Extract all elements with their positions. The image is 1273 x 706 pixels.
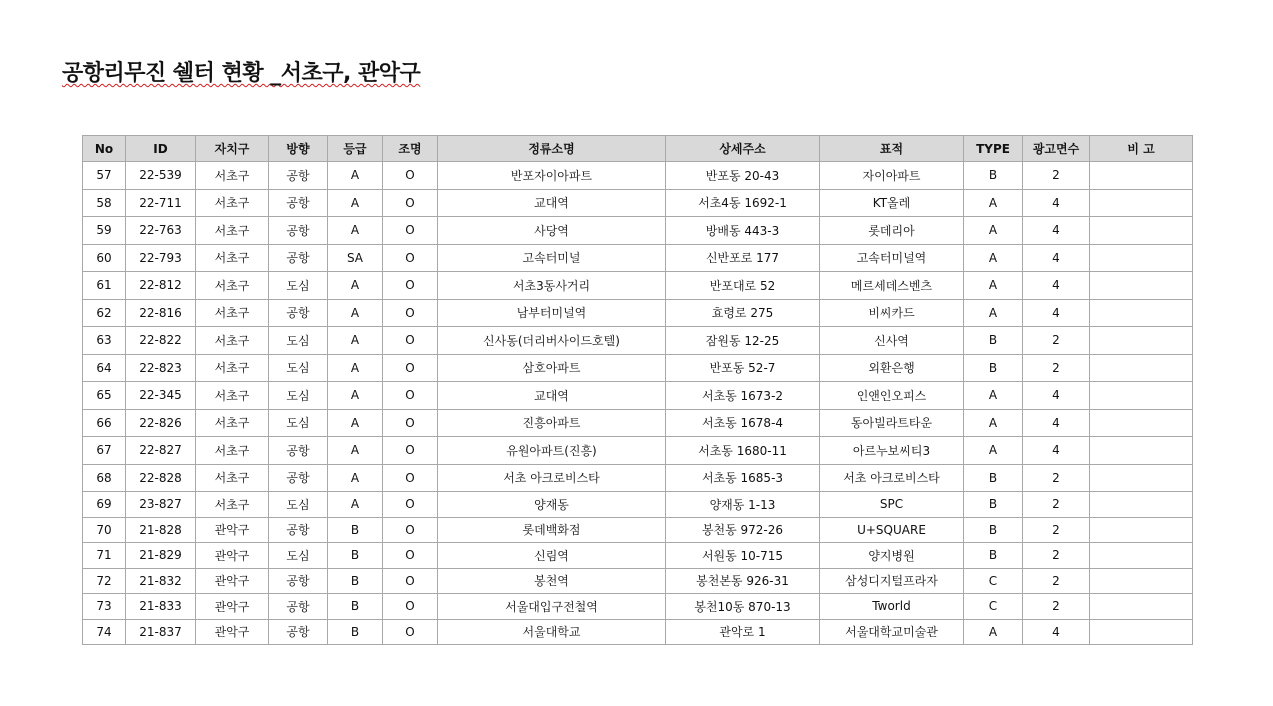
cell-col-landmark: 신사역 xyxy=(820,327,964,355)
header-col-grade: 등급 xyxy=(328,136,383,162)
cell-col-grade: A xyxy=(328,409,383,437)
cell-col-remarks xyxy=(1090,272,1193,300)
cell-col-district: 서초구 xyxy=(196,354,269,382)
cell-col-type: B xyxy=(964,327,1023,355)
cell-col-type: B xyxy=(964,492,1023,518)
cell-col-remarks xyxy=(1090,619,1193,645)
cell-col-type: B xyxy=(964,517,1023,543)
cell-col-type: A xyxy=(964,437,1023,465)
cell-col-ad-count: 2 xyxy=(1023,354,1090,382)
cell-col-district: 서초구 xyxy=(196,272,269,300)
cell-col-address: 서초동 1673-2 xyxy=(666,382,820,410)
title-text: 공항리무진 쉘터 현황 _서초구, 관악구 xyxy=(62,61,421,86)
cell-col-remarks xyxy=(1090,409,1193,437)
cell-col-no: 69 xyxy=(83,492,126,518)
cell-col-address: 서초동 1678-4 xyxy=(666,409,820,437)
cell-col-stop-name: 교대역 xyxy=(438,189,666,217)
cell-col-direction: 공항 xyxy=(269,299,328,327)
cell-col-no: 67 xyxy=(83,437,126,465)
cell-col-id: 22-823 xyxy=(126,354,196,382)
header-col-no: No xyxy=(83,136,126,162)
cell-col-address: 잠원동 12-25 xyxy=(666,327,820,355)
cell-col-direction: 공항 xyxy=(269,189,328,217)
cell-col-id: 22-822 xyxy=(126,327,196,355)
cell-col-id: 22-816 xyxy=(126,299,196,327)
cell-col-ad-count: 4 xyxy=(1023,217,1090,245)
cell-col-lighting: O xyxy=(383,162,438,190)
cell-col-id: 22-828 xyxy=(126,464,196,492)
cell-col-district: 서초구 xyxy=(196,217,269,245)
cell-col-id: 22-793 xyxy=(126,244,196,272)
cell-col-direction: 공항 xyxy=(269,437,328,465)
cell-col-lighting: O xyxy=(383,327,438,355)
table-row xyxy=(83,568,1193,594)
cell-col-lighting: O xyxy=(383,543,438,569)
cell-col-landmark: 롯데리아 xyxy=(820,217,964,245)
cell-col-lighting: O xyxy=(383,189,438,217)
cell-col-lighting: O xyxy=(383,409,438,437)
cell-col-landmark: 메르세데스벤츠 xyxy=(820,272,964,300)
cell-col-lighting: O xyxy=(383,299,438,327)
cell-col-stop-name: 봉천역 xyxy=(438,568,666,594)
cell-col-remarks xyxy=(1090,217,1193,245)
cell-col-ad-count: 4 xyxy=(1023,272,1090,300)
cell-col-landmark: 비씨카드 xyxy=(820,299,964,327)
cell-col-no: 59 xyxy=(83,217,126,245)
page-title xyxy=(62,56,420,87)
cell-col-remarks xyxy=(1090,354,1193,382)
header-col-id: ID xyxy=(126,136,196,162)
cell-col-id: 22-826 xyxy=(126,409,196,437)
cell-col-district: 관악구 xyxy=(196,517,269,543)
cell-col-grade: B xyxy=(328,568,383,594)
cell-col-direction: 공항 xyxy=(269,217,328,245)
table-row xyxy=(83,619,1193,645)
cell-col-stop-name: 고속터미널 xyxy=(438,244,666,272)
cell-col-grade: B xyxy=(328,517,383,543)
cell-col-id: 22-539 xyxy=(126,162,196,190)
cell-col-type: A xyxy=(964,382,1023,410)
cell-col-district: 서초구 xyxy=(196,327,269,355)
table-row xyxy=(83,517,1193,543)
table-body xyxy=(83,162,1193,645)
cell-col-direction: 도심 xyxy=(269,382,328,410)
cell-col-remarks xyxy=(1090,189,1193,217)
cell-col-address: 서초동 1680-11 xyxy=(666,437,820,465)
cell-col-stop-name: 서울대입구전철역 xyxy=(438,594,666,620)
cell-col-grade: A xyxy=(328,189,383,217)
cell-col-address: 봉천본동 926-31 xyxy=(666,568,820,594)
cell-col-type: B xyxy=(964,354,1023,382)
cell-col-remarks xyxy=(1090,594,1193,620)
cell-col-id: 23-827 xyxy=(126,492,196,518)
cell-col-grade: A xyxy=(328,217,383,245)
cell-col-district: 서초구 xyxy=(196,437,269,465)
table-row xyxy=(83,299,1193,327)
header-col-district: 자치구 xyxy=(196,136,269,162)
cell-col-address: 효령로 275 xyxy=(666,299,820,327)
cell-col-remarks xyxy=(1090,299,1193,327)
header-col-type: TYPE xyxy=(964,136,1023,162)
cell-col-no: 60 xyxy=(83,244,126,272)
cell-col-district: 서초구 xyxy=(196,382,269,410)
cell-col-address: 봉천동 972-26 xyxy=(666,517,820,543)
header-col-landmark: 표적 xyxy=(820,136,964,162)
cell-col-district: 서초구 xyxy=(196,189,269,217)
cell-col-landmark: 서초 아크로비스타 xyxy=(820,464,964,492)
header-col-address: 상세주소 xyxy=(666,136,820,162)
cell-col-stop-name: 신림역 xyxy=(438,543,666,569)
cell-col-lighting: O xyxy=(383,217,438,245)
cell-col-type: A xyxy=(964,299,1023,327)
cell-col-ad-count: 2 xyxy=(1023,162,1090,190)
cell-col-grade: A xyxy=(328,299,383,327)
cell-col-direction: 공항 xyxy=(269,244,328,272)
cell-col-ad-count: 2 xyxy=(1023,464,1090,492)
cell-col-stop-name: 유원아파트(진흥) xyxy=(438,437,666,465)
cell-col-type: A xyxy=(964,272,1023,300)
cell-col-no: 68 xyxy=(83,464,126,492)
header-col-direction: 방향 xyxy=(269,136,328,162)
cell-col-no: 63 xyxy=(83,327,126,355)
cell-col-grade: A xyxy=(328,327,383,355)
cell-col-no: 73 xyxy=(83,594,126,620)
cell-col-no: 62 xyxy=(83,299,126,327)
cell-col-lighting: O xyxy=(383,244,438,272)
cell-col-lighting: O xyxy=(383,492,438,518)
cell-col-ad-count: 4 xyxy=(1023,619,1090,645)
cell-col-grade: B xyxy=(328,543,383,569)
cell-col-district: 관악구 xyxy=(196,543,269,569)
cell-col-remarks xyxy=(1090,162,1193,190)
cell-col-ad-count: 4 xyxy=(1023,244,1090,272)
cell-col-landmark: 아르누보씨티3 xyxy=(820,437,964,465)
cell-col-direction: 도심 xyxy=(269,272,328,300)
cell-col-landmark: 외환은행 xyxy=(820,354,964,382)
header-col-ad-count: 광고면수 xyxy=(1023,136,1090,162)
cell-col-type: A xyxy=(964,409,1023,437)
cell-col-landmark: Tworld xyxy=(820,594,964,620)
header-col-stop-name: 정류소명 xyxy=(438,136,666,162)
cell-col-landmark: 양지병원 xyxy=(820,543,964,569)
table-row xyxy=(83,244,1193,272)
cell-col-type: A xyxy=(964,189,1023,217)
cell-col-stop-name: 양재동 xyxy=(438,492,666,518)
cell-col-district: 관악구 xyxy=(196,619,269,645)
cell-col-address: 반포동 20-43 xyxy=(666,162,820,190)
cell-col-remarks xyxy=(1090,244,1193,272)
cell-col-id: 21-833 xyxy=(126,594,196,620)
cell-col-landmark: SPC xyxy=(820,492,964,518)
cell-col-type: B xyxy=(964,543,1023,569)
header-col-lighting: 조명 xyxy=(383,136,438,162)
cell-col-no: 57 xyxy=(83,162,126,190)
cell-col-ad-count: 2 xyxy=(1023,492,1090,518)
cell-col-type: C xyxy=(964,568,1023,594)
cell-col-district: 서초구 xyxy=(196,244,269,272)
cell-col-ad-count: 2 xyxy=(1023,327,1090,355)
cell-col-lighting: O xyxy=(383,594,438,620)
cell-col-stop-name: 삼호아파트 xyxy=(438,354,666,382)
cell-col-type: C xyxy=(964,594,1023,620)
shelter-table xyxy=(82,135,1193,645)
cell-col-id: 22-827 xyxy=(126,437,196,465)
table-row xyxy=(83,189,1193,217)
cell-col-id: 22-812 xyxy=(126,272,196,300)
cell-col-id: 21-837 xyxy=(126,619,196,645)
table-row xyxy=(83,492,1193,518)
cell-col-ad-count: 2 xyxy=(1023,568,1090,594)
cell-col-no: 71 xyxy=(83,543,126,569)
cell-col-remarks xyxy=(1090,382,1193,410)
cell-col-address: 반포대로 52 xyxy=(666,272,820,300)
cell-col-stop-name: 사당역 xyxy=(438,217,666,245)
cell-col-remarks xyxy=(1090,327,1193,355)
cell-col-direction: 도심 xyxy=(269,409,328,437)
cell-col-direction: 공항 xyxy=(269,594,328,620)
cell-col-landmark: 동아빌라트타운 xyxy=(820,409,964,437)
table-row xyxy=(83,464,1193,492)
cell-col-landmark: KT올레 xyxy=(820,189,964,217)
header-col-remarks: 비 고 xyxy=(1090,136,1193,162)
cell-col-grade: B xyxy=(328,619,383,645)
cell-col-district: 서초구 xyxy=(196,162,269,190)
table-row xyxy=(83,594,1193,620)
cell-col-landmark: U+SQUARE xyxy=(820,517,964,543)
cell-col-landmark: 인앤인오피스 xyxy=(820,382,964,410)
table-row xyxy=(83,162,1193,190)
cell-col-direction: 공항 xyxy=(269,619,328,645)
cell-col-landmark: 삼성디지털프라자 xyxy=(820,568,964,594)
cell-col-type: A xyxy=(964,217,1023,245)
cell-col-remarks xyxy=(1090,568,1193,594)
table-row xyxy=(83,327,1193,355)
cell-col-type: A xyxy=(964,244,1023,272)
cell-col-stop-name: 신사동(더리버사이드호텔) xyxy=(438,327,666,355)
cell-col-direction: 공항 xyxy=(269,517,328,543)
cell-col-stop-name: 서초3동사거리 xyxy=(438,272,666,300)
cell-col-id: 21-828 xyxy=(126,517,196,543)
cell-col-lighting: O xyxy=(383,437,438,465)
cell-col-stop-name: 서초 아크로비스타 xyxy=(438,464,666,492)
cell-col-stop-name: 진흥아파트 xyxy=(438,409,666,437)
cell-col-ad-count: 4 xyxy=(1023,299,1090,327)
cell-col-type: B xyxy=(964,162,1023,190)
cell-col-ad-count: 4 xyxy=(1023,189,1090,217)
cell-col-district: 관악구 xyxy=(196,568,269,594)
cell-col-direction: 공항 xyxy=(269,162,328,190)
table-row xyxy=(83,409,1193,437)
header-row xyxy=(83,136,1193,162)
cell-col-remarks xyxy=(1090,517,1193,543)
cell-col-id: 21-829 xyxy=(126,543,196,569)
cell-col-type: B xyxy=(964,464,1023,492)
cell-col-grade: A xyxy=(328,382,383,410)
cell-col-no: 66 xyxy=(83,409,126,437)
cell-col-ad-count: 4 xyxy=(1023,437,1090,465)
cell-col-no: 74 xyxy=(83,619,126,645)
cell-col-no: 61 xyxy=(83,272,126,300)
cell-col-grade: A xyxy=(328,464,383,492)
cell-col-lighting: O xyxy=(383,517,438,543)
cell-col-ad-count: 2 xyxy=(1023,594,1090,620)
cell-col-stop-name: 남부터미널역 xyxy=(438,299,666,327)
cell-col-direction: 도심 xyxy=(269,543,328,569)
cell-col-district: 서초구 xyxy=(196,464,269,492)
cell-col-district: 관악구 xyxy=(196,594,269,620)
table-row xyxy=(83,354,1193,382)
cell-col-id: 22-711 xyxy=(126,189,196,217)
cell-col-direction: 도심 xyxy=(269,492,328,518)
cell-col-lighting: O xyxy=(383,464,438,492)
cell-col-lighting: O xyxy=(383,272,438,300)
cell-col-stop-name: 롯데백화점 xyxy=(438,517,666,543)
cell-col-grade: B xyxy=(328,594,383,620)
cell-col-stop-name: 서울대학교 xyxy=(438,619,666,645)
cell-col-remarks xyxy=(1090,492,1193,518)
cell-col-no: 72 xyxy=(83,568,126,594)
cell-col-grade: SA xyxy=(328,244,383,272)
cell-col-stop-name: 교대역 xyxy=(438,382,666,410)
cell-col-district: 서초구 xyxy=(196,299,269,327)
cell-col-grade: A xyxy=(328,437,383,465)
cell-col-no: 64 xyxy=(83,354,126,382)
cell-col-district: 서초구 xyxy=(196,409,269,437)
cell-col-no: 65 xyxy=(83,382,126,410)
cell-col-address: 방배동 443-3 xyxy=(666,217,820,245)
cell-col-stop-name: 반포자이아파트 xyxy=(438,162,666,190)
cell-col-direction: 도심 xyxy=(269,354,328,382)
cell-col-direction: 공항 xyxy=(269,568,328,594)
cell-col-no: 70 xyxy=(83,517,126,543)
cell-col-lighting: O xyxy=(383,354,438,382)
cell-col-ad-count: 2 xyxy=(1023,543,1090,569)
cell-col-no: 58 xyxy=(83,189,126,217)
cell-col-ad-count: 4 xyxy=(1023,382,1090,410)
cell-col-lighting: O xyxy=(383,382,438,410)
cell-col-lighting: O xyxy=(383,568,438,594)
cell-col-grade: A xyxy=(328,272,383,300)
cell-col-address: 서초동 1685-3 xyxy=(666,464,820,492)
table-row xyxy=(83,382,1193,410)
cell-col-id: 21-832 xyxy=(126,568,196,594)
cell-col-address: 양재동 1-13 xyxy=(666,492,820,518)
cell-col-district: 서초구 xyxy=(196,492,269,518)
table-row xyxy=(83,437,1193,465)
cell-col-lighting: O xyxy=(383,619,438,645)
cell-col-address: 신반포로 177 xyxy=(666,244,820,272)
cell-col-address: 봉천10동 870-13 xyxy=(666,594,820,620)
cell-col-address: 반포동 52-7 xyxy=(666,354,820,382)
cell-col-landmark: 자이아파트 xyxy=(820,162,964,190)
cell-col-landmark: 서울대학교미술관 xyxy=(820,619,964,645)
cell-col-direction: 도심 xyxy=(269,327,328,355)
cell-col-direction: 공항 xyxy=(269,464,328,492)
cell-col-id: 22-345 xyxy=(126,382,196,410)
cell-col-remarks xyxy=(1090,543,1193,569)
table-row xyxy=(83,217,1193,245)
cell-col-grade: A xyxy=(328,162,383,190)
cell-col-grade: A xyxy=(328,492,383,518)
cell-col-ad-count: 2 xyxy=(1023,517,1090,543)
cell-col-remarks xyxy=(1090,464,1193,492)
cell-col-address: 서초4동 1692-1 xyxy=(666,189,820,217)
cell-col-address: 서원동 10-715 xyxy=(666,543,820,569)
cell-col-type: A xyxy=(964,619,1023,645)
cell-col-address: 관악로 1 xyxy=(666,619,820,645)
cell-col-ad-count: 4 xyxy=(1023,409,1090,437)
cell-col-grade: A xyxy=(328,354,383,382)
cell-col-landmark: 고속터미널역 xyxy=(820,244,964,272)
table-row xyxy=(83,543,1193,569)
table-row xyxy=(83,272,1193,300)
cell-col-remarks xyxy=(1090,437,1193,465)
table-header xyxy=(83,136,1193,162)
cell-col-id: 22-763 xyxy=(126,217,196,245)
